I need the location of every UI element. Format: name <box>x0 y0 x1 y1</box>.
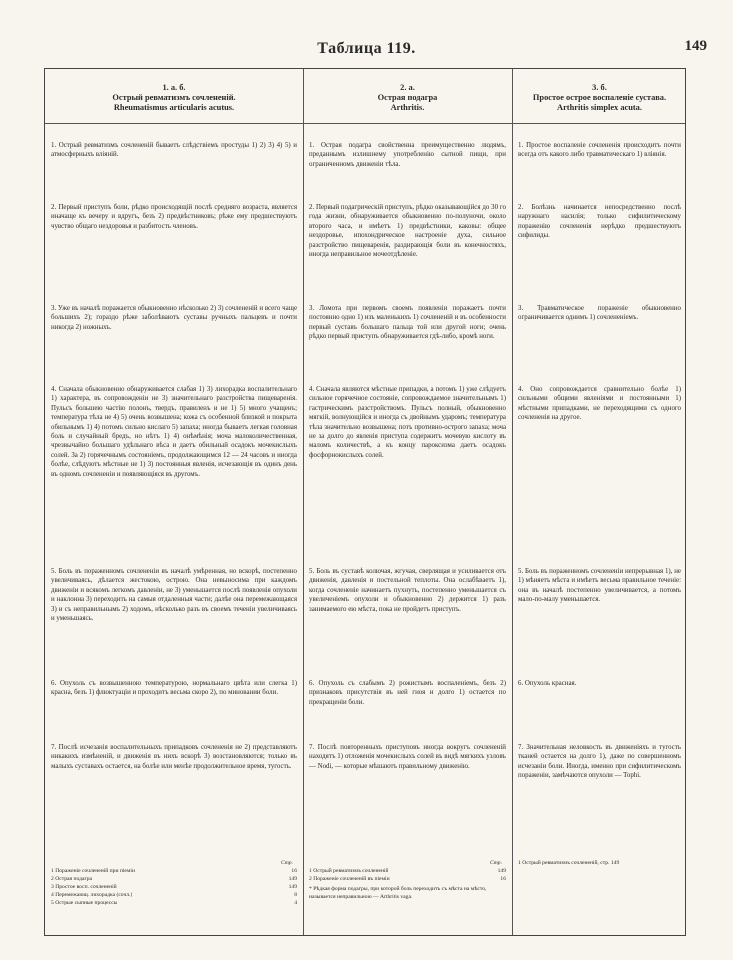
footnote-caption: Стр. <box>280 860 293 866</box>
column-rheumatism <box>45 69 303 935</box>
entry: 7. Значительная неловкость въ движеніяхъ и тугость тканей остается на долго 1), даже по совершенномъ исчезаніи боли. Иногда, именно при сифилитическомъ пораженіи, замѣчаются опухоли — Tophi. <box>518 744 681 780</box>
footnotes <box>309 859 506 901</box>
entry: 5. Боль въ пораженномъ сочлененіи непрерывная 1), не 1) мѣняетъ мѣста и имѣетъ весьма правильное теченіе: она въ началѣ постепенно увеличивается, а потомъ мало-по-малу уменьшается. <box>518 568 681 604</box>
column-title-la: Rheumatismus articularis acutus. <box>113 103 235 112</box>
footnote-text: 1 Пораженіе сочлененій при піеміи <box>51 868 135 874</box>
entry: 5. Боль въ суставѣ колючая, жгучая, сверлящая и усиливается отъ движенія, давленія и постельной теплоты. Она ослабѣваетъ 1), когда сочлененіе начинаетъ пухнуть, постепенно уменьшается съ увеличеніемъ опухоли и обыкновенно 2) держится 1) разъ занимаемого ею мѣста, пока не пройдетъ приступъ. <box>309 568 506 613</box>
column-header <box>51 69 297 123</box>
column-simple-arthritis <box>512 69 687 935</box>
footnote-text: 1 Острый ревматизмъ сочлененій, стр. 149 <box>518 860 620 866</box>
column-number: 2. а. <box>400 83 415 92</box>
column-title-la: Arthritis. <box>390 103 425 112</box>
entry: 6. Опухоль красная. <box>518 680 577 687</box>
footnote-caption: Стр. <box>489 860 502 866</box>
footnote-text: 2 Острая подагра <box>51 876 93 882</box>
entry: 3. Уже въ началѣ поражается обыкновенно нѣсколько 2) 3) сочлененій и всего чаще большихъ 2); гораздо рѣже заболѣваютъ суставы ручныхъ пальцевъ и почти никогда 2) ножныхъ. <box>51 305 297 331</box>
footnote-page: 16 <box>500 876 506 882</box>
footnote-page: 8 <box>294 892 297 898</box>
footnote-row <box>51 899 297 907</box>
footnote-text: 2 Пораженіе сочлененій въ піеміи <box>309 876 390 882</box>
entry: 7. Послѣ исчезанія воспалительныхъ припадковъ сочлененія не 2) представляютъ никакихъ измѣненій, и движенія въ нихъ вскорѣ 3) возстановляются; только въ малыхъ суставахъ остается, на болѣе или менѣе продолжительное время, тугость. <box>51 744 297 770</box>
footnote-text: 1 Острый ревматизмъ сочлененій <box>309 868 389 874</box>
footnote-page: 16 <box>291 868 297 874</box>
table <box>44 68 686 936</box>
footnote-page: 149 <box>288 884 297 890</box>
footnote-page: 149 <box>497 868 506 874</box>
entry: 4. Сначала являются мѣстные припадки, а потомъ 1) уже слѣдуетъ сильное горячечное состояніе, сопровождаемое значительнымъ 1) гастрическимъ разстройствомъ. Пульсъ полный, обыкновенно мягкій, волнующійся и иногда съ двойнымъ ударомъ; температура тѣла значительно возвышена; потъ противно-острого запаха; моча не за долго до явленія приступа содержитъ мочевую кислоту въ маломъ количествѣ, а къ концу пароксизма даетъ осадокъ фосфорнокислыхъ солей. <box>309 386 506 459</box>
footnote-note: * Рѣдкая форма подагры, при которой боль переходитъ съ мѣста на мѣсто, называется неправильною — Arthritis vaga. <box>309 886 487 900</box>
footnote-row <box>51 875 297 883</box>
footnote-row <box>51 867 297 875</box>
footnotes <box>51 859 297 907</box>
footnotes <box>518 859 681 867</box>
entry: 1. Острая подагра свойственна преимущественно людямъ, преданнымъ излишнему употребленію сытной пищи, при ограниченномъ движеніи тѣла. <box>309 142 506 168</box>
entry: 2. Первый приступъ боли, рѣдко происходящій послѣ средняго возраста, является иначаще къ вечеру и вдругъ, безъ 2) предвѣстниковъ; рѣже ему предшествуютъ чувство общаго нездоровья и разбитость членовъ. <box>51 204 297 230</box>
entry: 3. Ломота при первомъ своемъ появленіи поражаетъ почти постоянно одно 1) изъ маленькихъ 1) сочлененій и въ особенности первый суставъ большаго пальца той или другой ноги; очень рѣдко первый приступъ обнаруживается гдѣ-либо, кромѣ ноги. <box>309 305 506 341</box>
column-title-la: Arthritis simplex acuta. <box>557 103 642 112</box>
footnote-row <box>51 883 297 891</box>
footnote-row <box>51 891 297 899</box>
entry: 7. Послѣ повторенныхъ приступовъ иногда вокругъ сочлененій находятъ 1) отложенія мочекислыхъ солей въ видѣ мягкихъ узловъ — Nodi, — которые мѣшаютъ правильному движенію. <box>309 744 506 770</box>
entry: 6. Опухоль съ слабымъ 2) рожистымъ воспаленіемъ, безъ 2) признаковъ присутствія въ ней гноя и долго 1) остается по прекращеніи боли. <box>309 680 506 706</box>
entry: 6. Опухоль съ возвышенною температурою, нормальнаго цвѣта или слегка 1) краснa, безъ 1) флюктуаціи и проходитъ весьма скоро 2), по миновании боли. <box>51 680 297 697</box>
column-header <box>518 69 681 123</box>
column-title-ru: Острый ревматизмъ сочлененій. <box>112 93 236 102</box>
entry: 1. Простое воспаленіе сочлененія происходитъ почти всегда отъ какого либо травматическаго 1) вліянія. <box>518 142 681 159</box>
entry: 2. Первый подагрическій приступъ, рѣдко оказывающійся до 30 го года жизни, обнаруживается обыкновенно по-полуночи, около второго часа, и имѣетъ 1) предвѣстники, каковы: общее нездоровье, ипохондрическое настроеніе духа, сильное разстройство пищеваренія, раздирающія боли въ конечностяхъ, иногда неправильное мочеотдѣленіе. <box>309 204 506 259</box>
entry: 4. Оно сопровождается сравнительно болѣе 1) сильными общими явленіями и постоянными 1) мѣстными припадками, не переходящими съ одного сочлененія на другое. <box>518 386 681 422</box>
footnote-row <box>309 867 506 875</box>
column-number: 3. б. <box>592 83 607 92</box>
footnote-text: 4 Перемежающ. лихорадка (сочл.) <box>51 892 133 898</box>
footnote-row <box>309 875 506 883</box>
column-title-ru: Острая подагра <box>377 93 438 102</box>
entry: 1. Острый ревматизмъ сочлененій бываетъ слѣдствіемъ простуды 1) 2) 3) 4) 5) и атмосферныхъ вліяній. <box>51 142 297 159</box>
footnote-page: 4 <box>294 900 297 906</box>
column-gout <box>303 69 512 935</box>
column-header <box>309 69 506 123</box>
footnote-row <box>518 859 681 867</box>
entry: 2. Болѣзнь начинается непосредственно послѣ наружнаго насилія; только сифилитическому пораженію сочлененія нерѣдко предшествуютъ сифилиды. <box>518 204 681 240</box>
footnote-text: 5 Острые сыпные процессы <box>51 900 118 906</box>
page-title: Таблица 119. <box>317 40 416 57</box>
entry: 3. Травматическое пораженіе обыкновенно ограничивается однимъ 1) сочлененіемъ. <box>518 305 681 322</box>
page-number: 149 <box>684 38 707 54</box>
footnote-text: 3 Простое восп. сочлененій <box>51 884 117 890</box>
entry: 5. Боль въ пораженномъ сочлененіи въ началѣ умѣренная, но вскорѣ, постепенно увеличиваясь, дѣлается жестокою, острою. Она невыносима при каждомъ движеніи и всякомъ легкомъ давленіи, не 3) уменьшается послѣ появленія опухоли и наклонна 3) переходить на самыя отдаленныя части; далѣе она перемежающаяся 3) и съ неправильнымъ 2) ходомъ, нѣсколько разъ въ своемъ теченіи увеличиваясь и уменьшаясь. <box>51 568 297 623</box>
footnote-page: 149 <box>288 876 297 882</box>
column-number: 1. а. б. <box>162 83 186 92</box>
column-title-ru: Простое острое воспаленіе сустава. <box>532 93 667 102</box>
entry: 4. Сначала обыкновенно обнаруживается слабая 1) 3) лихорадка воспалительнаго 1) характера, въ сопровожденіи не 3) значительнаго разстройства пищеваренія. Пульсъ большею частію полонъ, твердъ, правиленъ и не 1) 5) много учащенъ; температура тѣла не 4) 5) очень возвышена; кожа съ особенной близкой и покрыта обильнымъ 1) 4) потомъ сильно кислаго 5) запаха; иногда бываетъ легкая головная боль и случайный бредъ, но нѣтъ 1) 4) онѣмѣнія; моча малоколичественная, чрезвычайно большаго удѣльнаго вѣса и даетъ обильный осадокъ мочекислыхъ солей. За 2) горячечнымъ состояніемъ, продолжающимся 12 — 24 часовъ и иногда болѣе, слѣдуютъ мѣстные не 1) 3) постоянныя явленія, исчезающія въ одинъ день въ одномъ сочлененіи и появляющіяся въ другомъ. <box>51 386 297 478</box>
